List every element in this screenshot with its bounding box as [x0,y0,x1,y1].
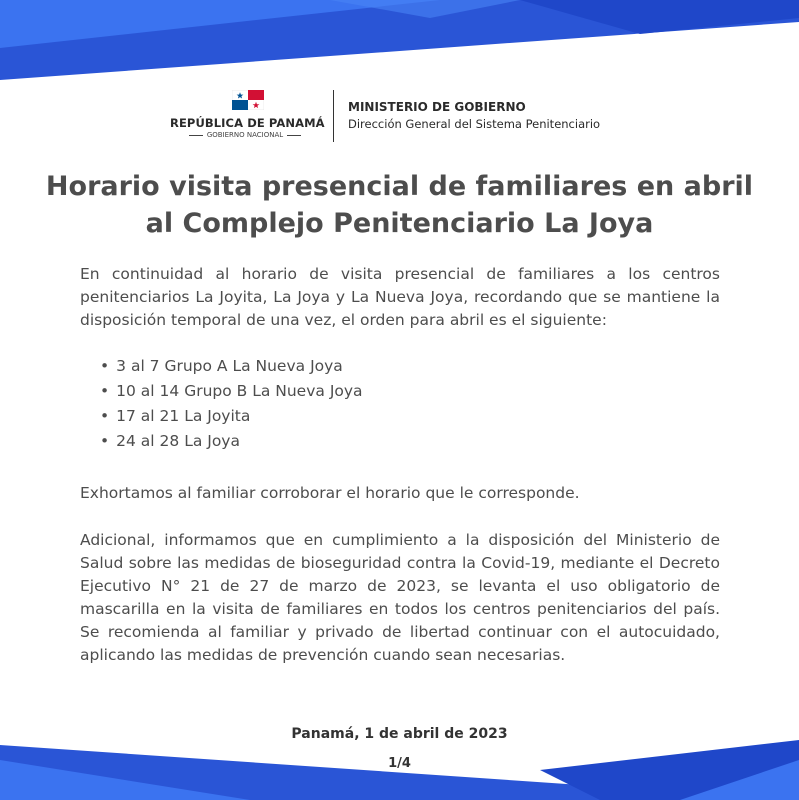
page-number: 1/4 [388,756,411,771]
panama-flag-icon [232,90,264,110]
header-divider [333,90,334,142]
list-item: • 10 al 14 Grupo B La Nueva Joya [100,379,363,404]
list-item: • 24 al 28 La Joya [100,429,363,454]
direction-name: Dirección General del Sistema Penitenciario [348,117,601,131]
intro-paragraph: En continuidad al horario de visita presencial de familiares a los centros penitenciarios La Joyita, La Joya y La Nueva Joya, recordando que se mantiene la disposición temporal de una vez, el orden para abril es el siguiente: [80,265,720,329]
schedule-list [100,354,363,454]
government-subtitle: GOBIERNO NACIONAL [170,131,320,139]
list-item: • 3 al 7 Grupo A La Nueva Joya [100,354,363,379]
header [0,88,799,148]
additional-paragraph: Adicional, informamos que en cumplimiento a la disposición del Ministerio de Salud sobre las medidas de bioseguridad contra la Covid-19, mediante el Decreto Ejecutivo N° 21 de 27 de marzo de 2023, se levanta el uso obligatorio de mascarilla en la visita de familiares en todos los centros penitenciarios del país. Se recomienda al familiar y privado de libertad continuar con el autocuidado, aplicando las medidas de prevención cuando sean necesarias. [80,531,720,664]
page-title: Horario visita presencial de familiares en abril al Complejo Penitenciario La Joya [45,171,754,239]
ministry-name: MINISTERIO DE GOBIERNO [348,100,526,114]
government-title: REPÚBLICA DE PANAMÁ [170,116,325,130]
list-item: • 17 al 21 La Joyita [100,404,363,429]
exhortation-paragraph: Exhortamos al familiar corroborar el horario que le corresponde. [80,484,580,502]
footer-date: Panamá, 1 de abril de 2023 [291,726,508,742]
